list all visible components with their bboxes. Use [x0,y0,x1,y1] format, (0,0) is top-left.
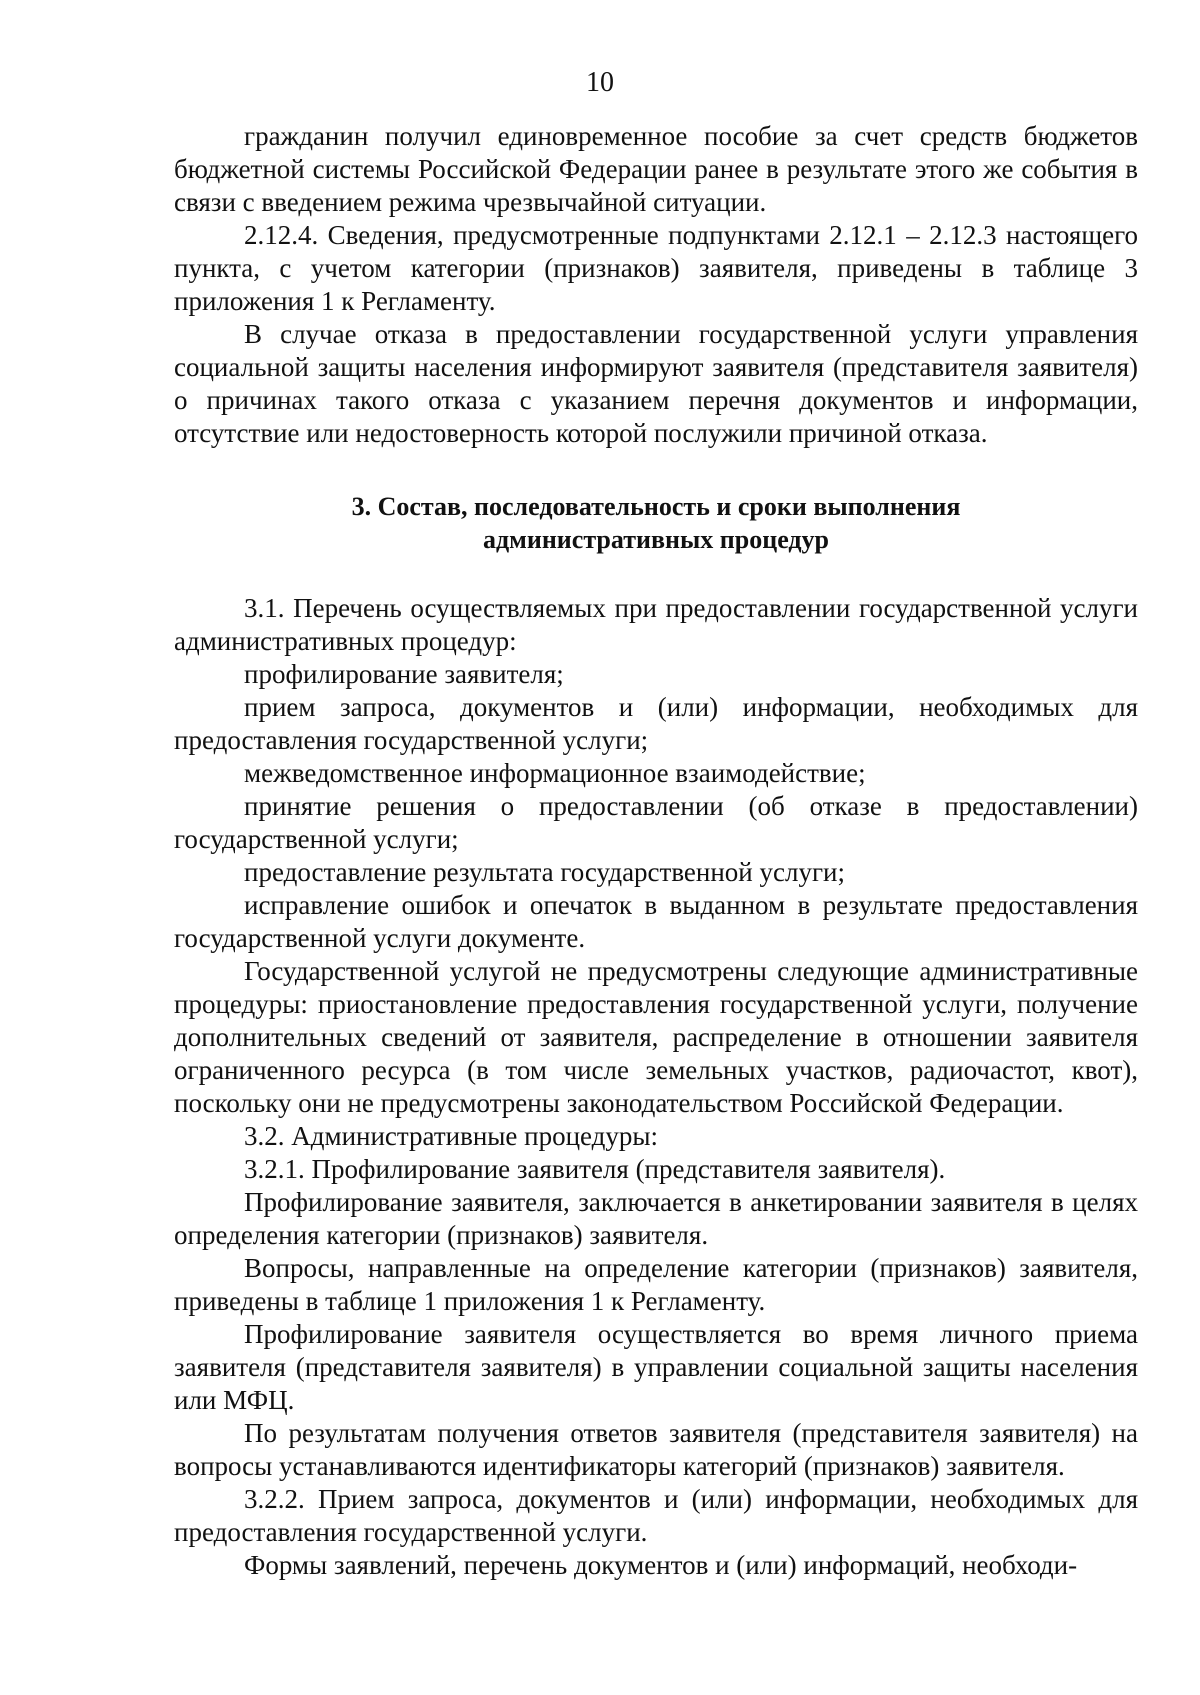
paragraph-identifiers: По результатам получения ответов заявителя (представителя заявителя) на вопросы устанавливаются идентификаторы категорий (признаков) заявителя. [174,1418,1138,1481]
document-body [174,120,1138,1582]
paragraph-profiling-when: Профилирование заявителя осуществляется во время личного приема заявителя (представителя заявителя) в управлении социальной защиты населения или МФЦ. [174,1319,1138,1415]
list-item-profiling: профилирование заявителя; [244,659,564,689]
paragraph-3-2: 3.2. Административные процедуры: [244,1121,659,1151]
paragraph-profiling-desc: Профилирование заявителя, заключается в анкетировании заявителя в целях определения категории (признаков) заявителя. [174,1187,1138,1250]
list-item-corrections: исправление ошибок и опечаток в выданном в результате предоставления государственной услуги документе. [174,890,1138,953]
list-item-interagency: межведомственное информационное взаимодействие; [244,758,866,788]
paragraph-continuation: гражданин получил единовременное пособие за счет средств бюджетов бюджетной системы Российской Федерации ранее в результате этого же события в связи с введением режима чрезвычайной ситуации. [174,121,1138,217]
paragraph-forms: Формы заявлений, перечень документов и (или) информаций, необходи- [244,1550,1078,1580]
section-heading-line-1: 3. Состав, последовательность и сроки выполнения [351,492,961,521]
paragraph-not-provided: Государственной услугой не предусмотрены следующие административные процедуры: приостановление предоставления государственной услуги, получение дополнительных сведений от заявителя, распределение в отношении заявителя ограниченного ресурса (в том числе земельных участков, радиочастот, квот), поскольку они не предусмотрены законодательством Российской Федерации. [174,956,1138,1118]
paragraph-questions: Вопросы, направленные на определение категории (признаков) заявителя, приведены в таблице 1 приложения 1 к Регламенту. [174,1253,1138,1316]
paragraph-3-2-1: 3.2.1. Профилирование заявителя (представителя заявителя). [244,1154,946,1184]
section-heading [174,490,1138,556]
section-heading-line-2: административных процедур [482,525,830,554]
list-item-request-intake: прием запроса, документов и (или) информации, необходимых для предоставления государственной услуги; [174,692,1138,755]
paragraph-2-12-4: 2.12.4. Сведения, предусмотренные подпунктами 2.12.1 – 2.12.3 настоящего пункта, с учетом категории (признаков) заявителя, приведены в таблице 3 приложения 1 к Регламенту. [174,220,1138,316]
list-item-result: предоставление результата государственной услуги; [244,857,845,887]
page-number: 10 [586,67,614,98]
paragraph-3-1: 3.1. Перечень осуществляемых при предоставлении государственной услуги административных процедур: [174,593,1138,656]
paragraph-refusal: В случае отказа в предоставлении государственной услуги управления социальной защиты населения информируют заявителя (представителя заявителя) о причинах такого отказа с указанием перечня документов и информации, отсутствие или недостоверность которой послужили причиной отказа. [174,319,1138,448]
list-item-decision: принятие решения о предоставлении (об отказе в предоставлении) государственной услуги; [174,791,1138,854]
paragraph-3-2-2: 3.2.2. Прием запроса, документов и (или) информации, необходимых для предоставления государственной услуги. [174,1484,1138,1547]
